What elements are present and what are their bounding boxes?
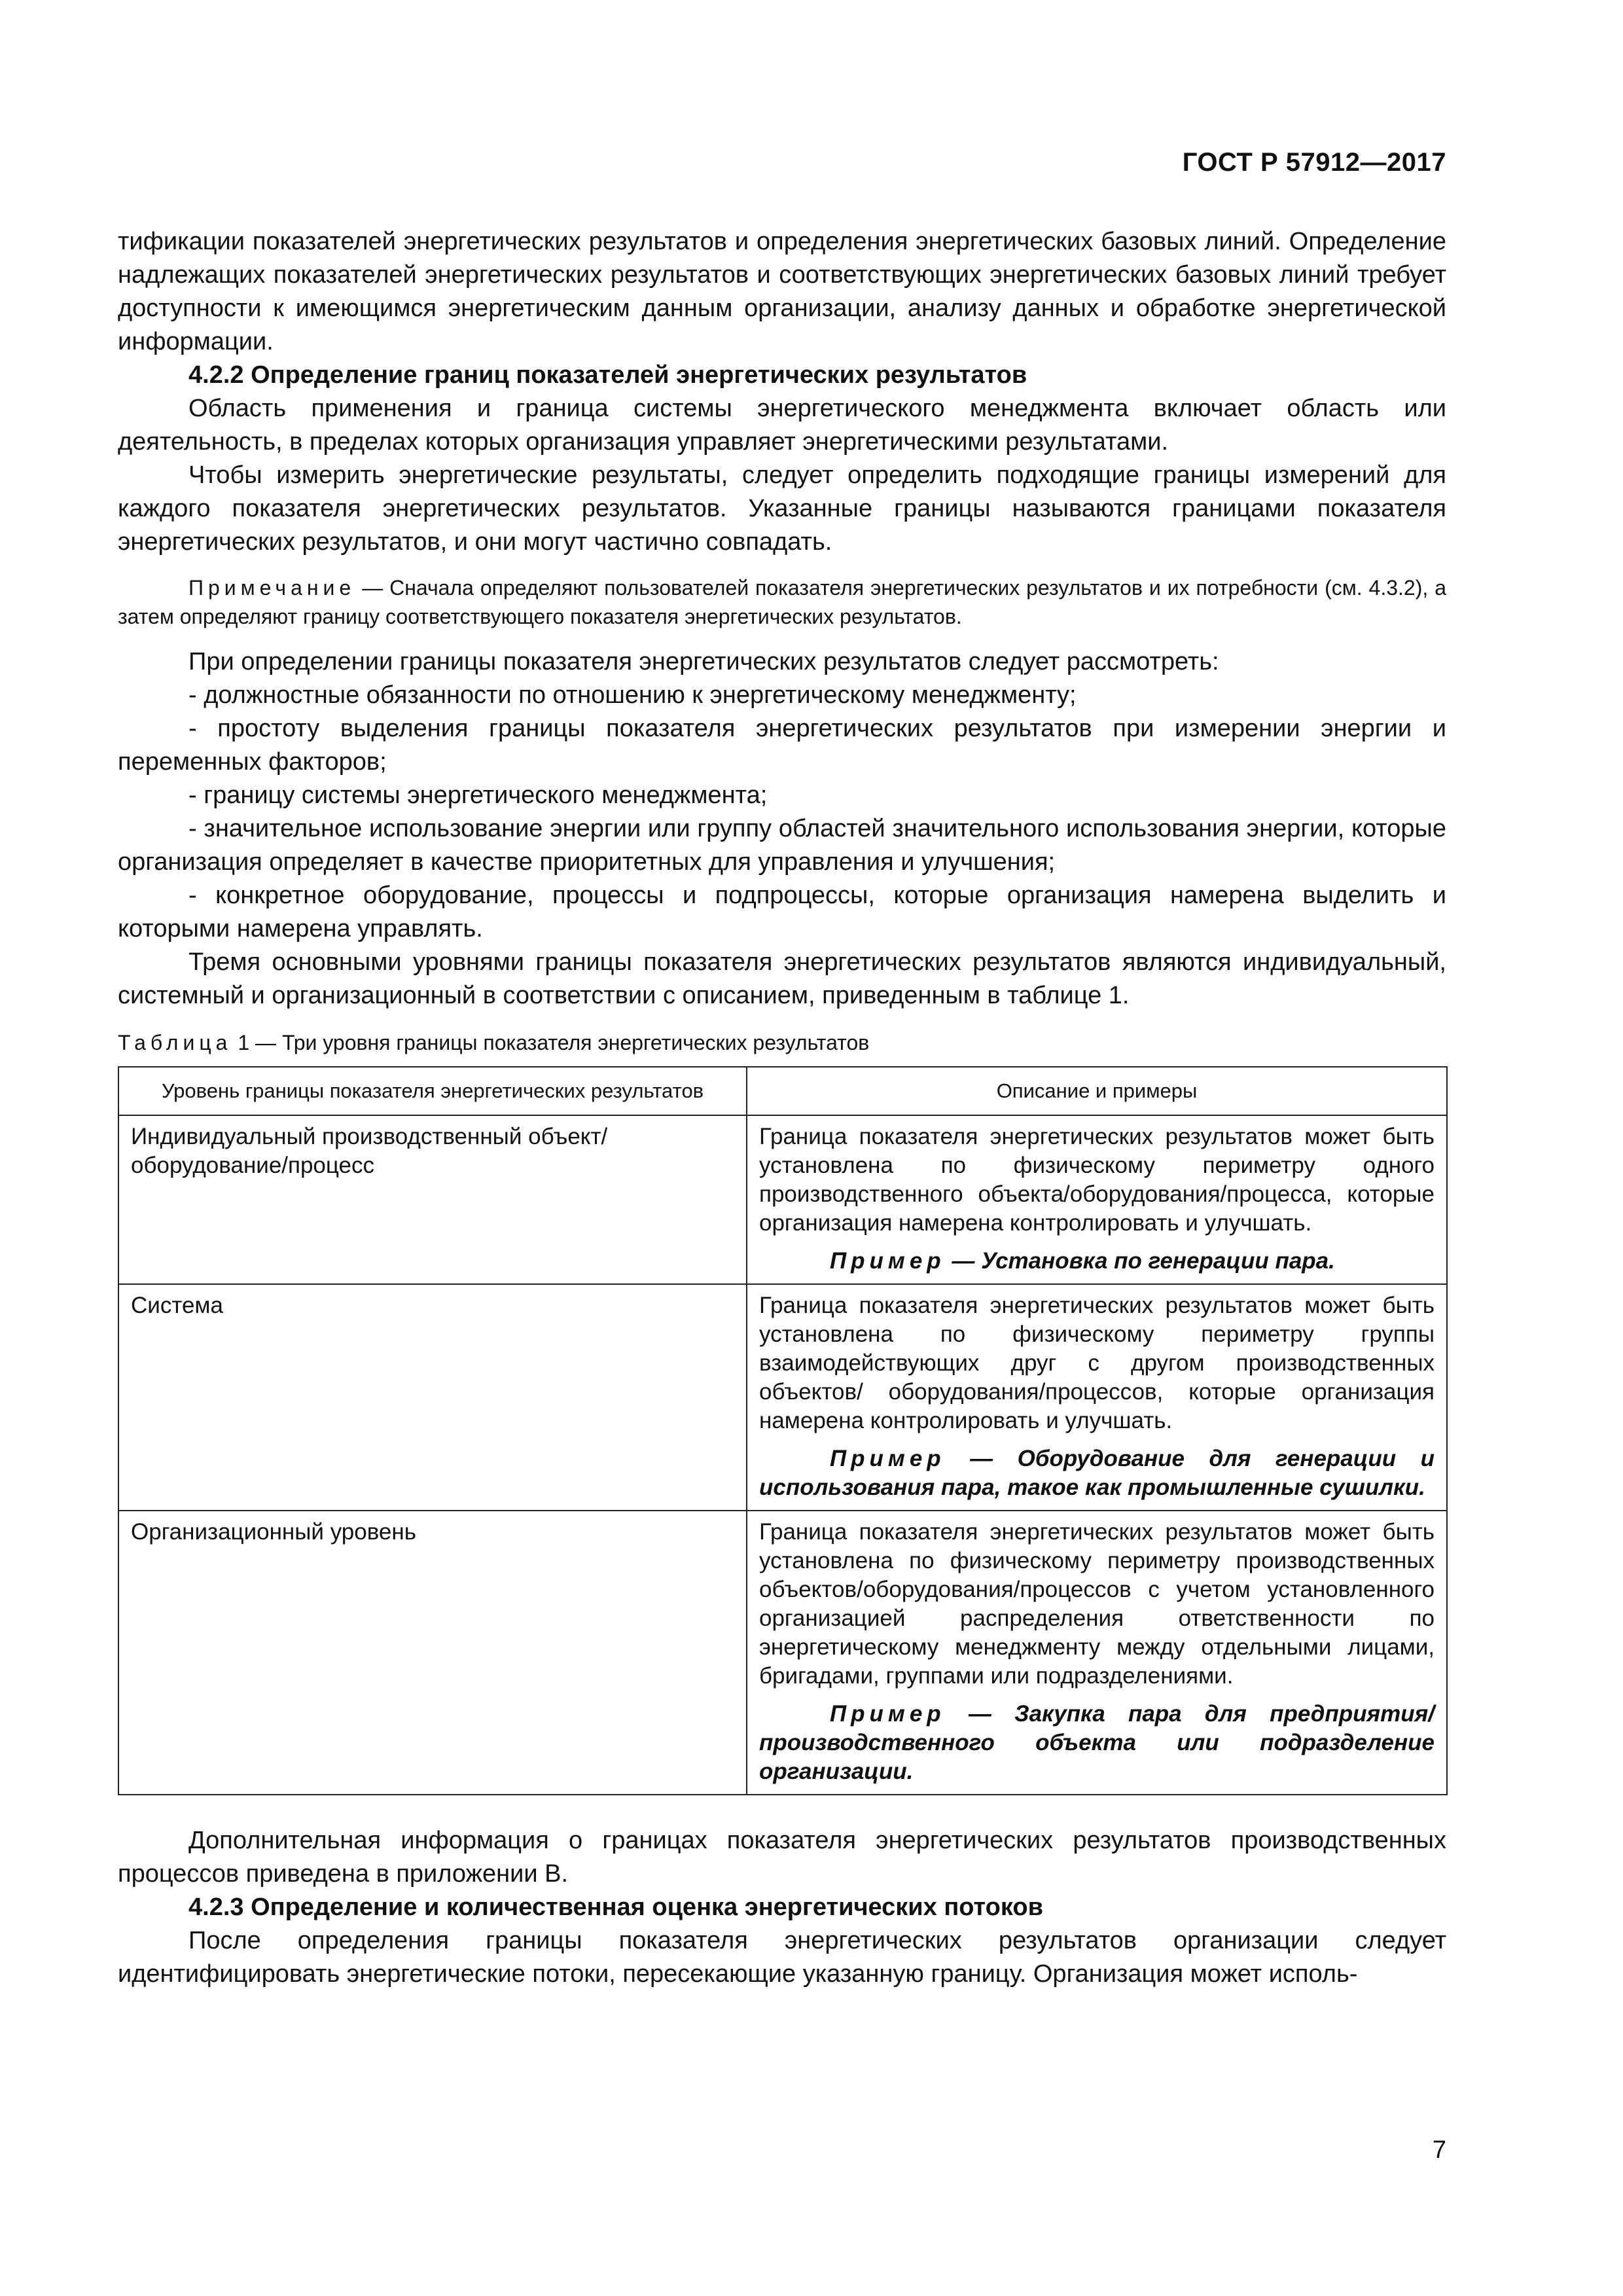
paragraph-scope: Область применения и граница системы энергетического менеджмента включает область или деятельность, в пределах которых организация управляет энергетическими результатами. bbox=[118, 395, 1446, 456]
list-item: - значительное использование энергии или группу областей значительного использования энергии, которые организация определяет в качестве приоритетных для управления и улучшения; bbox=[118, 815, 1446, 876]
example-text bbox=[759, 1444, 1435, 1502]
paragraph-levels: Тремя основными уровнями границы показателя энергетических результатов являются индивидуальный, системный и организационный в соответствии с описанием, приведенным в таблице 1. bbox=[118, 948, 1446, 1009]
table-cell-description bbox=[747, 1115, 1447, 1284]
table-cell-description bbox=[747, 1284, 1447, 1511]
table-row bbox=[118, 1284, 1447, 1511]
paragraph-intro: тификации показателей энергетических результатов и определения энергетических базовых линий. Определение надлежащих показателей энергетических результатов и соответствующих энергетических базовых линий требует доступности к имеющимся энергетическим данным организации, анализу данных и обработке энергетической информации. bbox=[118, 228, 1446, 355]
example-label: Пример bbox=[830, 1701, 946, 1727]
table-row bbox=[118, 1115, 1447, 1284]
table-caption-text: 1 — Три уровня границы показателя энергетических результатов bbox=[232, 1031, 870, 1054]
description-text: Граница показателя энергетических результатов может быть установлена по физическому периметру одного производственного объекта/оборудования/процесса, которые организация намерена контролировать и улучшать. bbox=[759, 1124, 1435, 1236]
list-item: - должностные обязанности по отношению к энергетическому менеджменту; bbox=[188, 681, 1077, 709]
example-label: Пример bbox=[830, 1248, 946, 1274]
list-item: - конкретное оборудование, процессы и подпроцессы, которые организация намерена выделить и которыми намерена управлять. bbox=[118, 882, 1446, 942]
note bbox=[118, 573, 1446, 631]
paragraph-additional: Дополнительная информация о границах показателя энергетических результатов производственных процессов приведена в приложении В. bbox=[118, 1827, 1446, 1888]
paragraph-consider: При определении границы показателя энергетических результатов следует рассмотреть: bbox=[188, 648, 1219, 675]
table-row bbox=[118, 1511, 1447, 1795]
table-cell-description bbox=[747, 1511, 1447, 1795]
list-item: - простоту выделения границы показателя энергетических результатов при измерении энергии и переменных факторов; bbox=[118, 715, 1446, 776]
section-heading-4-2-3: 4.2.3 Определение и количественная оценка энергетических потоков bbox=[188, 1893, 1043, 1921]
list-item: - границу системы энергетического менеджмента; bbox=[188, 781, 768, 809]
document-body bbox=[118, 225, 1446, 1991]
section-heading-4-2-2: 4.2.2 Определение границ показателей энергетических результатов bbox=[188, 361, 1027, 389]
example-body: — Установка по генерации пара. bbox=[945, 1248, 1335, 1274]
paragraph-flows: После определения границы показателя энергетических результатов организации следует идентифицировать энергетические потоки, пересекающие указанную границу. Организация может исполь- bbox=[118, 1927, 1446, 1988]
table-caption bbox=[118, 1028, 1446, 1057]
document-code-header: ГОСТ Р 57912—2017 bbox=[1182, 148, 1446, 177]
table-caption-label: Таблица bbox=[118, 1031, 232, 1054]
description-text: Граница показателя энергетических результатов может быть установлена по физическому периметру производственных объектов/оборудования/процессов с учетом установленного организацией распределения ответственности по энергетическому менеджменту между отдельными лицами, бригадами, группами или подразделениями. bbox=[759, 1519, 1435, 1689]
boundary-levels-table bbox=[118, 1066, 1448, 1795]
table-header-row bbox=[118, 1067, 1447, 1115]
table-cell-level: Организационный уровень bbox=[118, 1511, 747, 1795]
note-label: Примечание bbox=[188, 576, 356, 600]
example-text bbox=[759, 1247, 1435, 1276]
example-label: Пример bbox=[830, 1446, 946, 1471]
table-header-level: Уровень границы показателя энергетических результатов bbox=[118, 1067, 747, 1115]
document-page bbox=[118, 0, 1446, 2296]
table-cell-level: Индивидуальный производственный объект/оборудование/процесс bbox=[118, 1115, 747, 1284]
table-cell-level: Система bbox=[118, 1284, 747, 1511]
example-text bbox=[759, 1700, 1435, 1786]
example-body: — Оборудование для генерации и использования пара, такое как промышленные сушилки. bbox=[759, 1446, 1435, 1500]
table-header-description: Описание и примеры bbox=[747, 1067, 1447, 1115]
example-body: — Закупка пара для предприятия/ производственного объекта или подразделение организации. bbox=[759, 1701, 1435, 1784]
note-text: — Сначала определяют пользователей показателя энергетических результатов и их потребности (см. 4.3.2), а затем определяют границу соответствующего показателя энергетических результатов. bbox=[118, 576, 1446, 628]
paragraph-measure: Чтобы измерить энергетические результаты, следует определить подходящие границы измерений для каждого показателя энергетических результатов. Указанные границы называются границами показателя энергетических результатов, и они могут частично совпадать. bbox=[118, 461, 1446, 556]
description-text: Граница показателя энергетических результатов может быть установлена по физическому периметру группы взаимодействующих друг с другом производственных объектов/ оборудования/процессов, которые организация намерена контролировать и улучшать. bbox=[759, 1293, 1435, 1433]
page-number: 7 bbox=[1432, 2136, 1446, 2164]
